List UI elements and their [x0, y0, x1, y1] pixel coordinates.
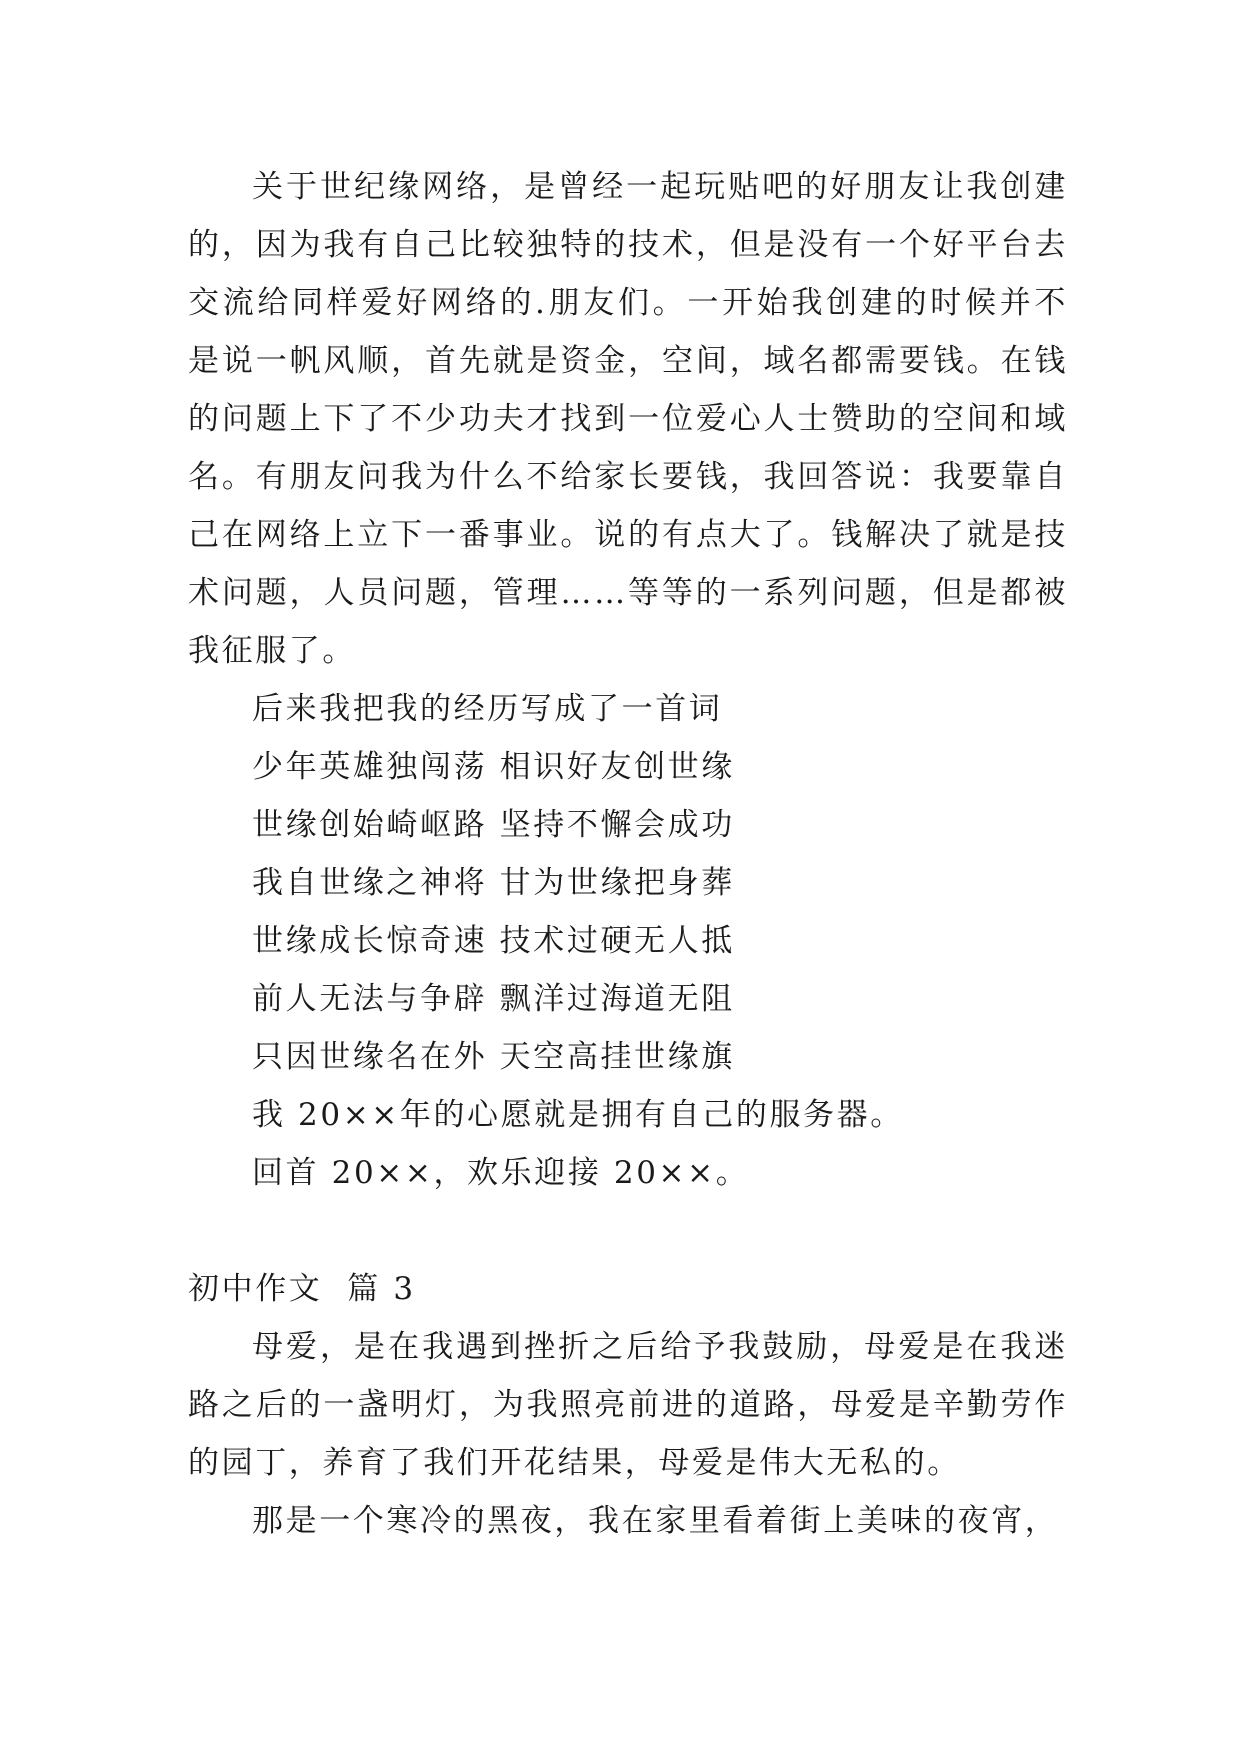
poem-line: 前人无法与争辟 飘洋过海道无阻 [252, 981, 735, 1017]
poem-line: 少年英雄独闯荡 相识好友创世缘 [252, 749, 735, 785]
poem-line: 世缘成长惊奇速 技术过硬无人抵 [252, 923, 735, 959]
section-spacer [188, 1202, 1068, 1260]
essay-paragraph: 关于世纪缘网络，是曾经一起玩贴吧的好朋友让我创建的，因为我有自己比较独特的技术，但是没有一个好平台去交流给同样爱好网络的.朋友们。一开始我创建的时候并不是说一帆风顺，首先就是资金，空间，域名都需要钱。在钱的问题上下了不少功夫才找到一位爱心人士赞助的空间和域名。有朋友问我为什么不给家长要钱，我回答说：我要靠自己在网络上立下一番事业。说的有点大了。钱解决了就是技术问题，人员问题，管理……等等的一系列问题，但是都被我征服了。 [188, 169, 1068, 669]
section-heading: 初中作文 篇 3 [188, 1271, 416, 1307]
poem-intro: 后来我把我的经历写成了一首词 [252, 691, 723, 727]
essay-paragraph: 母爱，是在我遇到挫折之后给予我鼓励，母爱是在我迷路之后的一盏明灯，为我照亮前进的道路，母爱是辛勤劳作的园丁，养育了我们开花结果，母爱是伟大无私的。 [188, 1329, 1068, 1481]
wish-line: 我 20××年的心愿就是拥有自己的服务器。 [252, 1097, 904, 1133]
closing-line: 回首 20××，欢乐迎接 20××。 [252, 1155, 750, 1191]
poem-line: 只因世缘名在外 天空高挂世缘旗 [252, 1039, 735, 1075]
poem-line: 世缘创始崎岖路 坚持不懈会成功 [252, 807, 735, 843]
essay-paragraph: 那是一个寒冷的黑夜，我在家里看着街上美味的夜宵， [252, 1503, 1059, 1539]
document-body [188, 158, 1068, 1550]
poem-line: 我自世缘之神将 甘为世缘把身葬 [252, 865, 735, 901]
